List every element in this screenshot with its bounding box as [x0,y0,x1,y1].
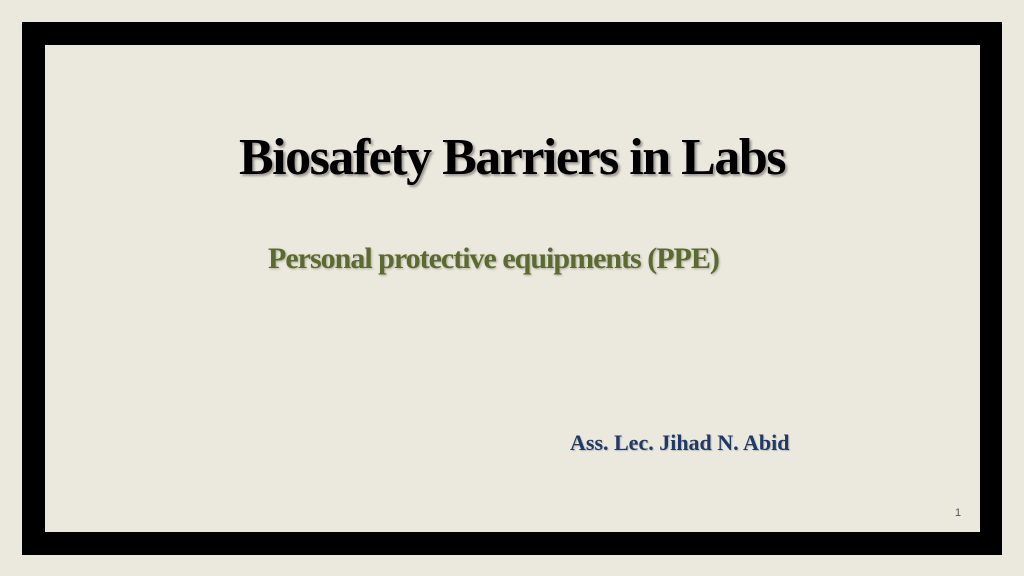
page-number: 1 [955,507,962,519]
slide-subtitle: Personal protective equipments (PPE) [268,242,719,275]
slide-author: Ass. Lec. Jihad N. Abid [570,430,790,455]
slide-content-panel [45,45,980,532]
slide-title: Biosafety Barriers in Labs [239,129,785,186]
